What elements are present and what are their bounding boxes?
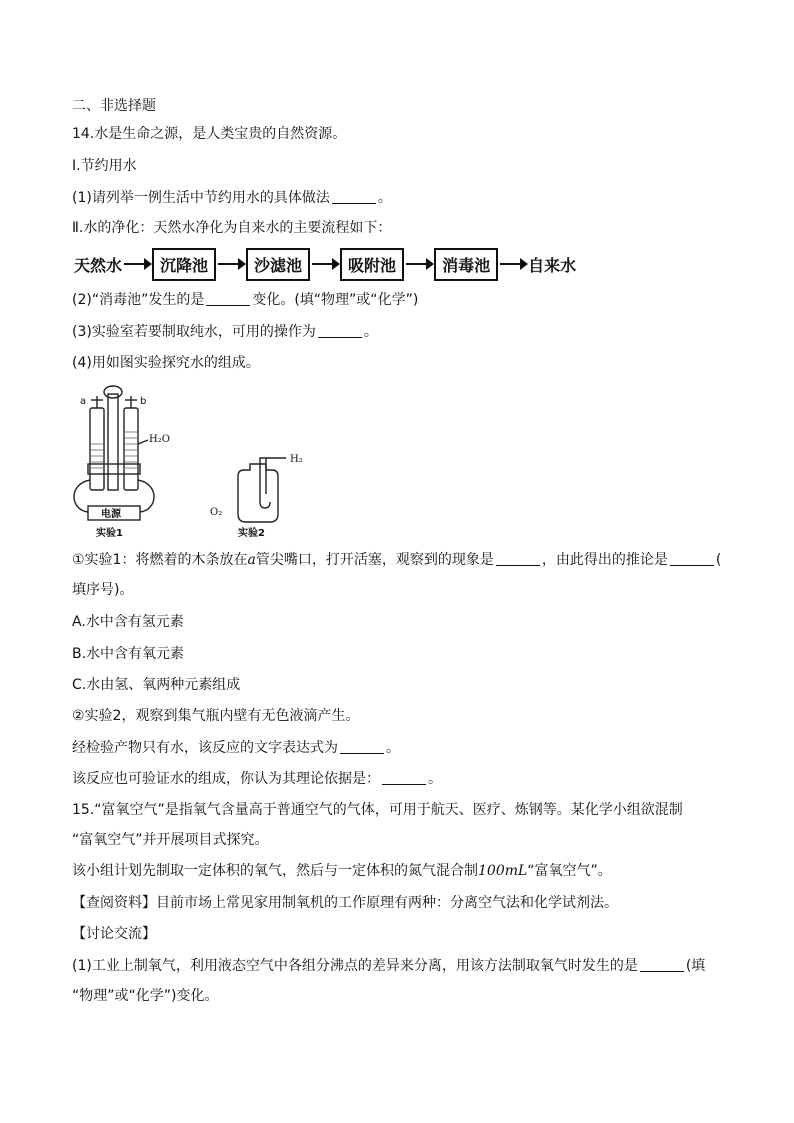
label-power: 电源 <box>101 509 121 520</box>
q15-sub1 <box>72 956 705 976</box>
label-b: b <box>140 396 147 407</box>
q14-sub1-text: (1)请列举一例生活中节约用水的具体做法 <box>72 190 330 206</box>
option-c: C.水由氢、氧两种元素组成 <box>72 677 241 693</box>
q14-step3 <box>72 738 400 758</box>
q14-step1-cont: 填序号)。 <box>72 582 134 598</box>
q14-stem: 14.水是生命之源，是人类宝贵的自然资源。 <box>72 126 347 142</box>
label-o2: O₂ <box>210 507 223 518</box>
q15-sub1-text-a: (1)工业上制氧气，利用液态空气中各组分沸点的差异来分离，用该方法制取氧气时发生的是 <box>72 958 638 974</box>
q14-step4 <box>72 769 442 789</box>
q15-sub1-text-b: (填 <box>685 958 706 974</box>
q15-plan-volume: 100mL <box>478 863 528 879</box>
q14-sub2 <box>72 290 418 310</box>
flow-arrow <box>406 263 432 265</box>
q14-step1 <box>72 550 721 570</box>
label-h2: H₂ <box>290 454 303 465</box>
q14-step1-text-a: ①实验1：将燃着的木条放在 <box>72 552 248 568</box>
q14-part2-title: Ⅱ.水的净化：天然水净化为自来水的主要流程如下： <box>72 220 392 236</box>
q14-sub3 <box>72 322 378 342</box>
gas-bottle-apparatus <box>238 458 286 522</box>
answer-blank[interactable] <box>382 770 426 785</box>
answer-blank[interactable] <box>332 189 376 204</box>
label-exp2: 实验2 <box>238 528 265 539</box>
option-a: A.水中含有氢元素 <box>72 614 184 630</box>
q14-step1-text-b: 管尖嘴口，打开活塞，观察到的现象是 <box>255 552 494 568</box>
q14-step4-end: 。 <box>428 771 442 787</box>
q15-stem-1: 15.“富氧空气”是指氧气含量高于普通空气的气体，可用于航天、医疗、炼钢等。某化学小组欲混制 <box>72 802 683 818</box>
label-h2o: H₂O <box>149 434 170 445</box>
q14-sub4: (4)用如图实验探究水的组成。 <box>72 355 260 371</box>
option-b: B.水中含有氧元素 <box>72 646 185 662</box>
q15-research: 【查阅资料】目前市场上常见家用制氧机的工作原理有两种：分离空气法和化学试剂法。 <box>72 895 618 911</box>
flow-step-4: 消毒池 <box>434 248 498 281</box>
q15-plan-text-a: 该小组计划先制取一定体积的氧气，然后与一定体积的氮气混合制 <box>72 863 478 879</box>
flow-step-1: 沉降池 <box>152 248 216 281</box>
q15-sub1-cont: “物理”或“化学”)变化。 <box>72 988 219 1004</box>
label-exp1: 实验1 <box>96 528 123 539</box>
answer-blank[interactable] <box>640 957 684 972</box>
flow-step-2: 沙滤池 <box>246 248 310 281</box>
q14-step1-var: a <box>247 552 256 568</box>
q14-sub3-text: (3)实验室若要制取纯水，可用的操作为 <box>72 324 316 340</box>
purification-flowchart <box>74 246 576 282</box>
flow-end: 自来水 <box>528 255 577 275</box>
flow-arrow <box>500 263 526 265</box>
answer-blank[interactable] <box>318 323 362 338</box>
q14-step3-text: 经检验产物只有水，该反应的文字表达式为 <box>72 740 338 756</box>
label-a: a <box>80 396 87 407</box>
q14-part1-title: Ⅰ.节约用水 <box>72 158 137 174</box>
q14-sub1-end: 。 <box>377 190 392 206</box>
q14-step2: ②实验2，观察到集气瓶内壁有无色液滴产生。 <box>72 708 360 724</box>
q14-step1-text-c: ，由此得出的推论是 <box>541 552 668 568</box>
q14-step1-text-d: ( <box>715 552 722 568</box>
section-title: 二、非选择题 <box>72 98 156 114</box>
q14-sub3-end: 。 <box>363 324 378 340</box>
flow-start: 天然水 <box>74 255 123 275</box>
answer-blank[interactable] <box>340 739 384 754</box>
flow-arrow <box>124 263 150 265</box>
q14-step3-end: 。 <box>386 740 400 756</box>
q15-plan <box>72 861 612 881</box>
q14-sub1 <box>72 188 392 208</box>
q14-sub2-text-a: (2)“消毒池”发生的是 <box>72 292 205 308</box>
flow-arrow <box>218 263 244 265</box>
q14-sub2-text-b: 变化。(填“物理”或“化学”) <box>252 292 419 308</box>
q15-discuss: 【讨论交流】 <box>72 926 156 942</box>
electrolysis-figure <box>68 384 358 544</box>
q15-stem-2: “富氧空气”并开展项目式探究。 <box>72 832 269 848</box>
flow-arrow <box>312 263 338 265</box>
answer-blank[interactable] <box>670 551 714 566</box>
answer-blank[interactable] <box>206 291 250 306</box>
flow-step-3: 吸附池 <box>340 248 404 281</box>
q15-plan-text-b: “富氧空气”。 <box>527 863 612 879</box>
answer-blank[interactable] <box>496 551 540 566</box>
q14-step4-text: 该反应也可验证水的组成，你认为其理论依据是： <box>72 771 380 787</box>
